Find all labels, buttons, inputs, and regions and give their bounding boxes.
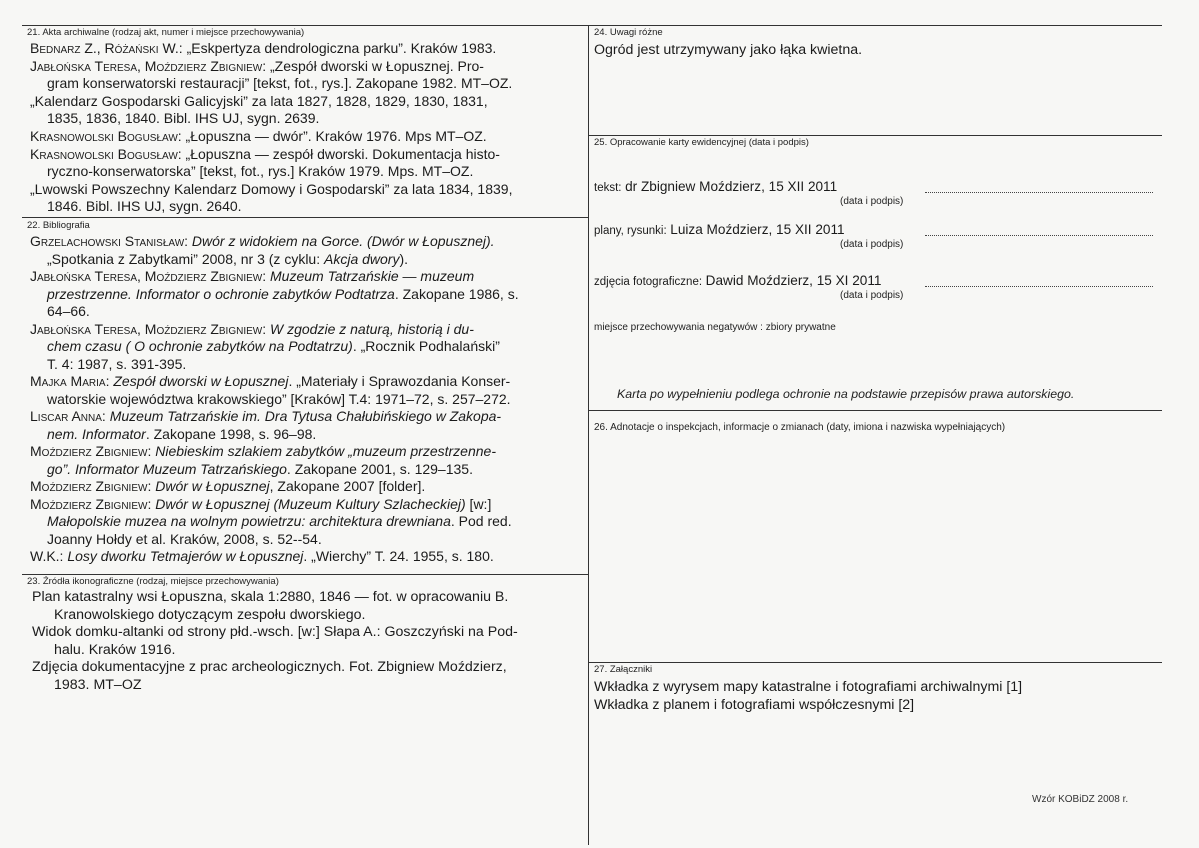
s22-line-seg-c: nem. Informator — [47, 425, 146, 442]
s22-line-seg-c: Muzeum Tatrzańskie — muzeum — [270, 268, 475, 284]
s21-line-seg-a: Krasnowolski Bogusław — [30, 145, 178, 162]
s21-line — [30, 58, 484, 75]
section-26-label: 26. Adnotacje o inspekcjach, informacje o zmianach (daty, imiona i nazwiska wypełniających) — [594, 422, 1006, 433]
s22-line-seg-b: T. 4: 1987, s. 391-395. — [47, 355, 187, 372]
entry-text-row — [594, 179, 837, 194]
s21-line — [47, 75, 512, 92]
s22-line — [30, 373, 510, 390]
s23-line-seg-b: Kranowolskiego dotyczącym zespołu dworskiego. — [54, 606, 366, 623]
s22-line-seg-a: Jabłońska Teresa, Moździerz Zbigniew — [30, 268, 263, 284]
s22-line-seg-a: Moździerz Zbigniew — [30, 495, 148, 512]
s22-line-seg-b: „Spotkania z Zabytkami” 2008, nr 3 (z cyklu: — [47, 250, 324, 267]
s22-line-seg-c: Losy dworku Tetmajerów w Łopusznej — [67, 548, 304, 564]
s22-line — [47, 513, 512, 530]
s22-line-seg-c: Dwór z widokiem na Gorce. (Dwór w Łopusznej). — [191, 233, 495, 249]
s21-line-seg-b: : „Eskpertyza dendrologiczna parku”. Kraków 1983. — [178, 40, 497, 56]
s22-line-seg-d: . „Wierchy” T. 24. 1955, s. 180. — [303, 548, 494, 564]
s22-line — [30, 496, 491, 513]
top-rule — [22, 25, 1162, 26]
s21-line-seg-b: ryczno-konserwatorska” [tekst, fot., rys.] Kraków 1979. Mps. MT–OZ. — [47, 163, 474, 180]
section-22-label: 22. Bibliografia — [27, 220, 90, 231]
negatives-storage-note: miejsce przechowywania negatywów : zbiory prywatne — [594, 322, 836, 333]
s22-line-seg-a: Liscar Anna — [30, 408, 102, 424]
section-23-label: 23. Źródła ikonograficzne (rodzaj, miejsce przechowywania) — [27, 576, 279, 587]
s22-line-seg-c: Dwór w Łopusznej (Muzeum Kultury Szlacheckiej) — [155, 495, 466, 512]
s22-line-seg-d: . „Materiały i Sprawozdania Konser- — [288, 373, 511, 389]
attachment-1: Wkładka z wyrysem mapy katastralne i fotografiami archiwalnymi [1] — [594, 679, 1023, 695]
s22-line-seg-b: Joanny Hołdy et al. Kraków, 2008, s. 52--54. — [47, 530, 322, 547]
s22-line-seg-b: W.K.: — [30, 548, 68, 564]
s21-line-seg-a: Jabłońska Teresa, Moździerz Zbigniew — [30, 57, 263, 74]
s22-line-seg-b: : — [262, 268, 270, 284]
s23-line — [32, 624, 518, 641]
copyright-note: Karta po wypełnieniu podlega ochronie na podstawie przepisów prawa autorskiego. — [617, 387, 1075, 401]
section-24-remarks-text: Ogród jest utrzymywany jako łąka kwietna. — [594, 42, 863, 58]
s22-line-seg-a: Jabłońska Teresa, Moździerz Zbigniew — [30, 320, 263, 337]
s22-line — [47, 251, 408, 268]
s21-line — [30, 40, 496, 57]
s22-line — [30, 408, 501, 425]
s21-line-seg-b: 1846. Bibl. IHS UJ, sygn. 2640. — [47, 198, 242, 215]
s22-line-seg-b: : — [147, 495, 156, 512]
s22-line-seg-c: przestrzenne. Informator o ochronie zabytków Podtatrza — [47, 285, 395, 302]
s22-line-seg-a: Moździerz Zbigniew — [30, 443, 148, 459]
s21-line-seg-b: : „Zespół dworski w Łopusznej. Pro- — [262, 57, 484, 74]
entry-plans-row — [594, 222, 845, 237]
s22-line-seg-a: Majka Maria — [30, 373, 106, 389]
section-25-label: 25. Opracowanie karty ewidencyjnej (data i podpis) — [594, 137, 809, 148]
divider-25-26 — [588, 410, 1162, 411]
s22-line-seg-d: , Zakopane 2007 [folder]. — [269, 478, 426, 494]
s22-line — [47, 391, 511, 408]
entry-plans-prefix: plany, rysunki: — [594, 225, 667, 237]
entry-photos-signature-line — [925, 286, 1153, 287]
s21-line-seg-b: 1835, 1836, 1840. Bibl. IHS UJ, sygn. 2639. — [47, 110, 320, 127]
entry-text-sub: (data i podpis) — [840, 196, 904, 207]
s21-line-seg-b: „Lwowski Powszechny Kalendarz Domowy i Gospodarski” za lata 1834, 1839, — [30, 180, 513, 197]
divider-24-25 — [588, 135, 1162, 136]
s22-line-seg-b: 64–66. — [47, 303, 90, 319]
divider-22-23 — [22, 574, 588, 575]
s23-line — [54, 607, 366, 624]
s23-line-seg-b: Zdjęcia dokumentacyjne z prac archeologicznych. Fot. Zbigniew Moździerz, — [32, 659, 507, 676]
entry-photos-row — [594, 273, 881, 288]
s22-line — [30, 443, 496, 460]
s21-line — [47, 163, 473, 180]
entry-plans-signature-line — [925, 235, 1153, 236]
s23-line-seg-b: 1983. MT–OZ — [54, 677, 142, 693]
s21-line-seg-b: „Kalendarz Gospodarski Galicyjski” za lata 1827, 1828, 1829, 1830, 1831, — [30, 92, 488, 109]
s22-line-seg-b: : — [262, 320, 270, 337]
s22-line-seg-b: watorskie województwa krakowskiego” [Kraków] T.4: 1971–72, s. 257–272. — [47, 390, 511, 407]
entry-photos-sub: (data i podpis) — [840, 290, 904, 301]
s22-line-seg-b: : — [105, 373, 114, 389]
s22-line-seg-c: Małopolskie muzea na wolnym powietrzu: architektura drewniana — [47, 513, 451, 529]
s21-line-seg-a: Krasnowolski Bogusław — [30, 128, 178, 144]
column-divider — [588, 25, 589, 845]
entry-text-prefix: tekst: — [594, 182, 622, 194]
s22-line-seg-c: go”. Informator Muzeum Tatrzańskiego — [47, 460, 287, 477]
s23-line — [32, 589, 508, 606]
section-24-label: 24. Uwagi różne — [594, 27, 663, 38]
entry-text-signature-line — [925, 192, 1153, 193]
s23-line — [32, 659, 507, 676]
section-27-label: 27. Załączniki — [594, 664, 653, 675]
s21-line-seg-a: Bednarz Z., Różański W. — [30, 40, 179, 56]
section-21-label: 21. Akta archiwalne (rodzaj akt, numer i miejsce przechowywania) — [27, 27, 305, 38]
s22-line — [30, 478, 425, 495]
s22-line — [30, 321, 474, 338]
s22-line-seg-a: Grzelachowski Stanisław — [30, 233, 185, 249]
attachment-2: Wkładka z planem i fotografiami współczesnymi [2] — [594, 697, 915, 713]
s22-line-seg-b: : — [147, 443, 156, 459]
s22-line — [47, 531, 322, 548]
s23-line — [54, 642, 175, 659]
s22-line-seg-d: . Zakopane 1998, s. 96–98. — [145, 425, 317, 442]
s21-line — [30, 181, 512, 198]
s21-line — [30, 146, 500, 163]
entry-plans-sub: (data i podpis) — [840, 239, 904, 250]
s22-line-seg-d: . „Rocznik Podhalański” — [352, 338, 500, 354]
s22-line — [47, 426, 316, 443]
s22-line-seg-a: Moździerz Zbigniew — [30, 478, 148, 494]
s22-line — [47, 338, 500, 355]
divider-21-22 — [22, 217, 588, 218]
s22-line — [30, 233, 495, 250]
s22-line-seg-d: . Zakopane 2001, s. 129–135. — [286, 460, 473, 477]
s22-line — [47, 356, 186, 373]
s21-line-seg-b: gram konserwatorski restauracji” [tekst, fot., rys.]. Zakopane 1982. MT–OZ. — [47, 75, 513, 92]
s22-line-seg-b: : — [184, 233, 192, 249]
s21-line — [30, 128, 487, 145]
s22-line-seg-c: Akcja dwory — [324, 250, 400, 267]
s22-line-seg-c: chem czasu ( O ochronie zabytków na Podtatrzu) — [47, 338, 353, 354]
s21-line — [30, 93, 488, 110]
s21-line — [47, 110, 319, 127]
s22-line-seg-c: W zgodzie z naturą, historią i du- — [270, 320, 474, 337]
s22-line-seg-b: : — [147, 478, 156, 494]
s22-line-seg-d: . Pod red. — [450, 513, 512, 529]
s22-line-seg-c: Zespół dworski w Łopusznej — [113, 373, 289, 389]
s22-line — [47, 303, 90, 320]
s22-line-seg-c: Niebieskim szlakiem zabytków „muzeum przestrzenne- — [155, 443, 496, 459]
s22-line-seg-b: : — [101, 408, 110, 424]
s23-line-seg-b: halu. Kraków 1916. — [54, 641, 176, 658]
s22-line — [47, 461, 473, 478]
s23-line-seg-b: Plan katastralny wsi Łopuszna, skala 1:2880, 1846 — fot. w opracowaniu B. — [32, 589, 509, 605]
s22-line-seg-c: Muzeum Tatrzańskie im. Dra Tytusa Chałubińskiego w Zakopa- — [109, 408, 502, 424]
entry-text-value: dr Zbigniew Moździerz, 15 XII 2011 — [625, 179, 838, 194]
entry-photos-prefix: zdjęcia fotograficzne: — [594, 276, 703, 288]
entry-plans-value: Luiza Moździerz, 15 XII 2011 — [670, 222, 845, 237]
s23-line — [54, 677, 142, 694]
s21-line-seg-b: : „Łopuszna — zespół dworski. Dokumentacja histo- — [177, 145, 500, 162]
entry-photos-value: Dawid Moździerz, 15 XI 2011 — [705, 273, 882, 288]
s22-line — [30, 548, 494, 565]
s21-line — [47, 198, 242, 215]
divider-26-27 — [588, 662, 1162, 663]
s22-line — [30, 268, 474, 285]
s22-line-seg-c: Dwór w Łopusznej — [155, 478, 270, 494]
s22-line-seg-d: ). — [399, 250, 409, 267]
form-template-footer: Wzór KOBiDZ 2008 r. — [1032, 794, 1129, 805]
s23-line-seg-b: Widok domku-altanki od strony płd.-wsch. [w:] Słapa A.: Goszczyński na Pod- — [32, 624, 518, 641]
s22-line — [47, 286, 519, 303]
s21-line-seg-b: : „Łopuszna — dwór”. Kraków 1976. Mps MT–OZ. — [177, 128, 487, 144]
s22-line-seg-d: [w:] — [465, 495, 492, 512]
s22-line-seg-d: . Zakopane 1986, s. — [394, 285, 519, 302]
